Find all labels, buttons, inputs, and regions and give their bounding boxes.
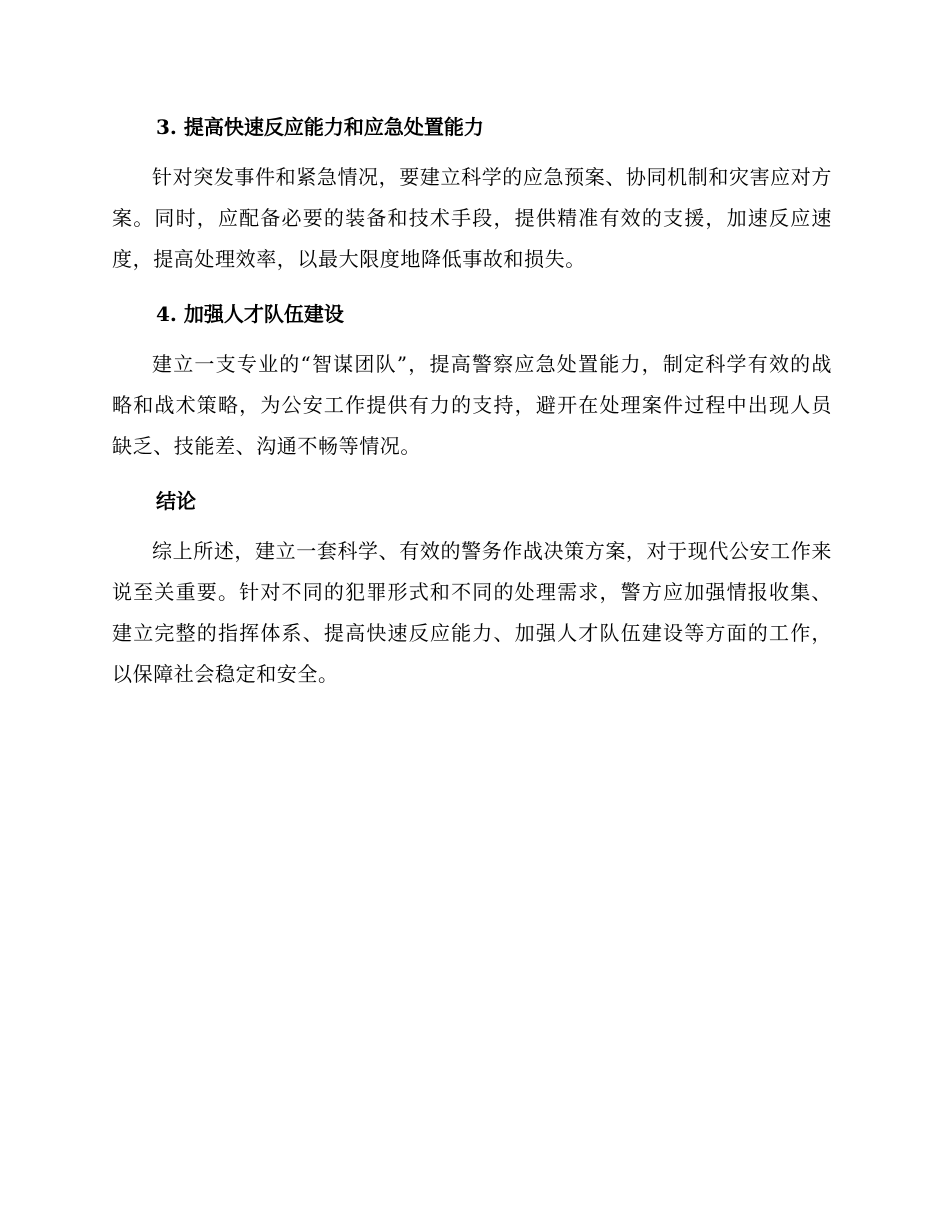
section-paragraph-3: 针对突发事件和紧急情况，要建立科学的应急预案、协同机制和灾害应对方案。同时，应配备必要的装备和技术手段，提供精准有效的支援，加速反应速度，提高处理效率，以最大限度地降低事故和损失。: [112, 165, 832, 271]
section-paragraph-4: 建立一支专业的“智谋团队”，提高警察应急处置能力，制定科学有效的战略和战术策略，为公安工作提供有力的支持，避开在处理案件过程中出现人员缺乏、技能差、沟通不畅等情况。: [112, 352, 832, 458]
document-page: [112, 110, 832, 695]
conclusion-heading: 结论: [156, 489, 196, 513]
section-heading-4: 4. 加强人才队伍建设: [156, 302, 344, 326]
section-heading-3: 3. 提高快速反应能力和应急处置能力: [156, 115, 484, 139]
conclusion-paragraph: 综上所述，建立一套科学、有效的警务作战决策方案，对于现代公安工作来说至关重要。针对不同的犯罪形式和不同的处理需求，警方应加强情报收集、建立完整的指挥体系、提高快速反应能力、加强人才队伍建设等方面的工作，以保障社会稳定和安全。: [112, 539, 832, 686]
